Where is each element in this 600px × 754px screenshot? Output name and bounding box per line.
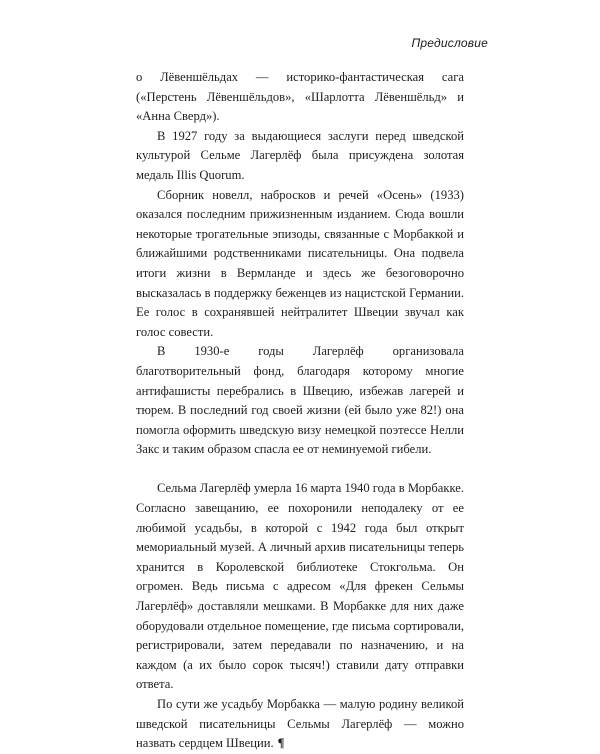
pilcrow-end-mark: ¶	[277, 736, 285, 751]
paragraph-medal: В 1927 году за выдающиеся заслуги перед шведской культурой Сельме Лагерлёф была присуждена золотая медаль Illis Quorum.	[136, 128, 464, 182]
paragraph-closing	[136, 695, 464, 754]
paragraph-continuation: о Лёвеншёльдах — историко-фантастическая сага («Перстень Лёвеншёльдов», «Шарлотта Лёвеншёльд» и «Анна Сверд»).	[136, 70, 464, 124]
paragraph-foundation: В 1930-е годы Лагерлёф организовала благотворительный фонд, благодаря которому многие антифашисты перебрались в Швецию, избежав лагерей и тюрем. В последний год своей жизни (ей было уже 82!) она помогла оформить шведскую визу немецкой поэтессе Нелли Закс и таким образом спасла ее от неминуемой гибели.	[136, 344, 464, 457]
running-header-title: Предисловие	[411, 36, 488, 50]
paragraph-death: Сельма Лагерлёф умерла 16 марта 1940 года в Морбакке. Согласно завещанию, ее похоронили неподалеку от ее любимой усадьбы, в которой с 1942 года был открыт мемориальный музей. А личный архив писательницы теперь хранится в Королевской библиотеке Стокгольма. Он огромен. Ведь письма с адресом «Для фрекен Сельмы Лагерлёф» доставляли мешками. В Морбакке для них даже оборудовали отдельное помещение, где письма сортировали, регистрировали, затем передавали по назначению, и на каждом (а их было сорок тысяч!) ставили дату отправки ответа.	[136, 481, 464, 692]
paragraph-closing-text: По сути же усадьбу Морбакка — малую родину великой шведской писательницы Сельмы Лагерлёф — можно назвать сердцем Швеции.	[136, 697, 464, 751]
section-break	[136, 460, 464, 480]
paragraph-autumn: Сборник новелл, набросков и речей «Осень» (1933) оказался последним прижизненным изданием. Сюда вошли некоторые трогательные эпизоды, связанные с Морбаккой и ближайшими родственниками писательницы. Она подвела итоги жизни в Вермланде и здесь же безоговорочно высказалась в поддержку беженцев из нацистской Германии. Ее голос в сохранявшей нейтралитет Швеции звучал как голос совести.	[136, 187, 464, 339]
body-text	[136, 68, 464, 754]
